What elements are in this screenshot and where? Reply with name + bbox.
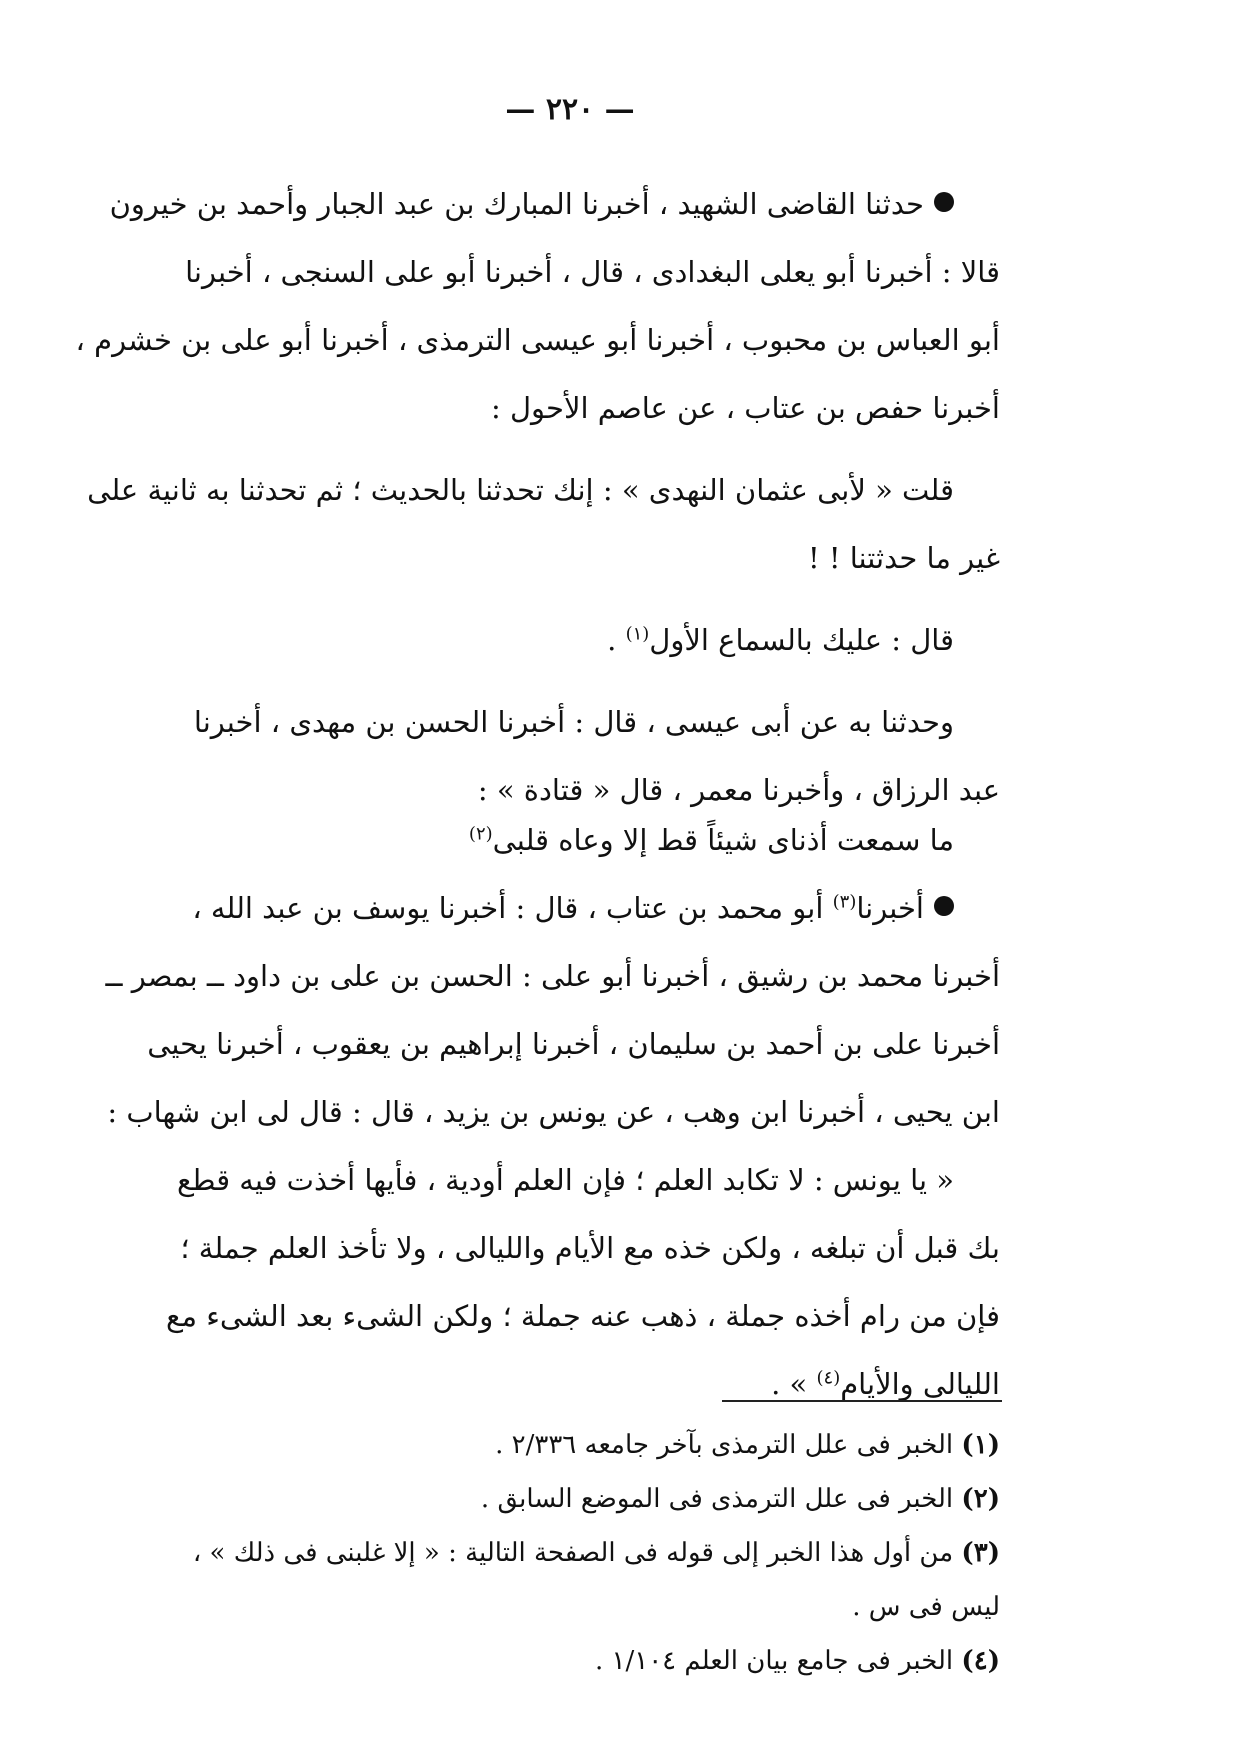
text-line: أخبرنا محمد بن رشيق ، أخبرنا أبو على : الحسن بن على بن داود ــ بمصر ــ	[105, 959, 1000, 993]
footnote-text: الخبر فى علل الترمذى فى الموضع السابق .	[480, 1484, 962, 1514]
text-line	[109, 170, 1000, 238]
text-line: ابن يحيى ، أخبرنا ابن وهب ، عن يونس بن يزيد ، قال : قال لى ابن شهاب :	[107, 1095, 1000, 1129]
text-line: أبو العباس بن محبوب ، أخبرنا أبو عيسى الترمذى ، أخبرنا أبو على بن خشرم ،	[75, 323, 1000, 357]
line-text: أخبرنا	[856, 891, 924, 925]
footnote-text: الخبر فى علل الترمذى بآخر جامعه ٢/٣٣٦ .	[495, 1430, 962, 1460]
footnote-marker: (٢)	[468, 823, 493, 845]
paragraph-quote	[150, 1146, 1000, 1418]
text-line: قلت « لأبى عثمان النهدى » : إنك تحدثنا بالحديث ؛ ثم تحدثنا به ثانية على	[87, 473, 954, 507]
footnote-text: الخبر فى جامع بيان العلم ١/١٠٤ .	[594, 1646, 962, 1676]
footnote-marker: (٣)	[832, 891, 857, 913]
footnote-text: من أول هذا الخبر إلى قوله فى الصفحة التالية : « إلا غلبنى فى ذلك » ،	[192, 1538, 962, 1568]
paragraph-isnad-1	[75, 170, 1000, 442]
text-line: غير ما حدثتنا ! !	[807, 541, 1000, 575]
paragraph-question	[87, 456, 1000, 592]
line-end: » .	[771, 1367, 817, 1401]
main-text	[75, 170, 1000, 1418]
page-number: — ٢٢٠ —	[505, 92, 635, 127]
line-text: ما سمعت أذناى شيئاً قط إلا وعاه قلبى	[492, 823, 954, 857]
text-line: أخبرنا على بن أحمد بن سليمان ، أخبرنا إبراهيم بن يعقوب ، أخبرنا يحيى	[147, 1027, 1000, 1061]
footnotes	[150, 1418, 1000, 1688]
text-line: وحدثنا به عن أبى عيسى ، قال : أخبرنا الحسن بن مهدى ، أخبرنا	[193, 705, 954, 739]
text-line: « يا يونس : لا تكابد العلم ؛ فإن العلم أودية ، فأيها أخذت فيه قطع	[176, 1163, 954, 1197]
bullet-icon	[934, 896, 954, 916]
footnote-marker: (١)	[625, 623, 650, 645]
line-end: .	[607, 623, 626, 657]
footnote-number: (٣)	[961, 1538, 1000, 1568]
text-line: بك قبل أن تبلغه ، ولكن خذه مع الأيام والليالى ، ولا تأخذ العلم جملة ؛	[180, 1231, 1000, 1265]
line-text: قال : عليك بالسماع الأول	[649, 623, 954, 657]
footnote-1	[150, 1418, 1000, 1472]
footnote-marker: (٤)	[816, 1367, 841, 1389]
text-line	[150, 874, 1000, 942]
paragraph-isnad-3	[105, 874, 1000, 1146]
footnote-number: (٢)	[961, 1484, 1000, 1514]
text-line: فإن من رام أخذه جملة ، ذهب عنه جملة ؛ ولكن الشىء بعد الشىء مع	[166, 1299, 1000, 1333]
footnote-4	[150, 1634, 1000, 1688]
footnote-number: (١)	[961, 1430, 1000, 1460]
paragraph-answer	[150, 606, 1000, 674]
footnote-3	[150, 1526, 1000, 1580]
text-line: عبد الرزاق ، وأخبرنا معمر ، قال « قتادة » :	[477, 773, 1000, 807]
footnote-3-continuation: ليس فى س .	[852, 1592, 1000, 1622]
text-line	[150, 806, 1000, 874]
line-text: الليالى والأيام	[840, 1367, 1000, 1401]
text-line: أخبرنا حفص بن عتاب ، عن عاصم الأحول :	[490, 391, 1000, 425]
text-line	[150, 1350, 1000, 1418]
footnote-divider	[722, 1400, 1002, 1402]
line-text: حدثنا القاضى الشهيد ، أخبرنا المبارك بن عبد الجبار وأحمد بن خيرون	[109, 187, 924, 221]
text-line	[150, 606, 1000, 674]
footnote-number: (٤)	[961, 1646, 1000, 1676]
text-line: قالا : أخبرنا أبو يعلى البغدادى ، قال ، أخبرنا أبو على السنجى ، أخبرنا	[185, 255, 1000, 289]
paragraph-isnad-2	[150, 688, 1000, 824]
footnote-2	[150, 1472, 1000, 1526]
paragraph-saying	[150, 806, 1000, 874]
line-text: أبو محمد بن عتاب ، قال : أخبرنا يوسف بن عبد الله ،	[192, 891, 833, 925]
bullet-icon	[934, 192, 954, 212]
